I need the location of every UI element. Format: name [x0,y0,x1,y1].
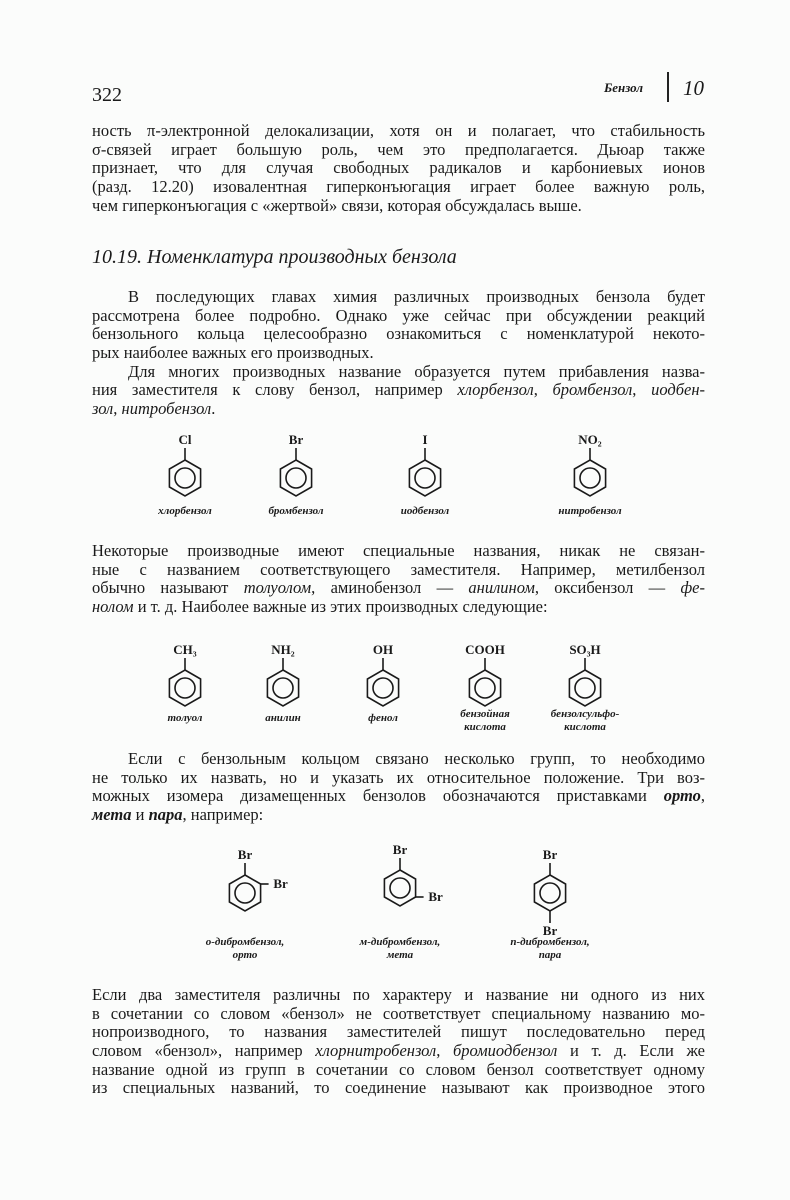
emphasized-text: бромбензол [552,380,633,400]
aromatic-circle [273,678,293,698]
hexagon-ring [169,670,200,706]
paragraph-block [92,288,705,419]
text-segment: , [113,399,122,419]
caption-line: бензолсульфо- [550,708,620,720]
benzene-ring-icon [510,853,590,933]
emphasized-text: зол [92,399,114,419]
benzene-ring-icon [205,853,288,933]
emphasized-text: хлорнитробензол [315,1041,437,1061]
paragraph-block [92,542,705,617]
aromatic-circle [415,468,435,488]
substituent-label: NO₂ [578,432,602,447]
text-line [92,325,705,344]
caption-line: мета [386,949,414,961]
text-line [92,1042,705,1061]
substituent-label: Br [542,847,558,862]
substituent-label: Br [542,923,558,938]
text-segment: , аминобензол — [311,578,469,598]
text-line [92,806,705,825]
molecule-caption [268,505,323,518]
text-line [92,579,705,598]
caption-line: пара [538,949,562,961]
caption-line: бензойная [460,708,510,720]
text-segment: σ-связей играет большую роль, чем это предполагается. Дьюар также [92,139,705,159]
substituent-label: I [422,432,428,447]
text-segment: (разд. 12.20) изовалентная гиперконъюгация играет более важную роль, [92,177,705,197]
text-line [92,598,705,617]
text-line [92,1023,705,1042]
text-line [92,787,705,806]
hexagon-ring [169,460,200,496]
text-line [92,1079,705,1098]
text-segment: не только их назвать, но и указать их относительное положение. Три воз- [92,767,705,787]
emphasized-text: мета [92,805,132,825]
hexagon-ring [384,870,415,906]
aromatic-circle [575,678,595,698]
substituent-label: NH₂ [271,642,295,657]
text-segment: , [436,1041,453,1061]
hexagon-ring [229,875,260,911]
text-segment: признает, что для случая свободных радикалов и карбониевых ионов [92,158,705,178]
text-line [92,363,705,382]
aromatic-circle [373,678,393,698]
caption-line: кислота [464,721,506,733]
text-segment: Если два заместителя различны по характеру и название ни одного из них [92,985,705,1004]
text-line [92,197,705,216]
substituent-label: COOH [465,642,505,657]
text-line [92,307,705,326]
text-segment: . [211,399,216,419]
text-segment: , например [356,380,458,400]
text-segment: , например: [182,805,264,825]
paragraph-block [92,750,705,825]
text-line [92,542,705,561]
hexagon-ring [569,670,600,706]
caption-line: иодбензол [400,505,450,517]
caption-line: хлорбензол [158,505,212,517]
text-line [92,344,705,363]
substituent-label: Cl [178,432,192,447]
text-segment: и [131,805,149,825]
text-segment: Для многих производных название образуется путем прибавления назва- [128,361,705,381]
molecule-caption [551,708,620,734]
caption-line: о-дибромбензол, [205,936,285,948]
text-segment: ные с названием соответствующего заместителя. Например, метилбензол [92,559,705,579]
caption-line: п-дибромбензол, [510,936,590,948]
hexagon-ring [280,460,311,496]
text-segment: рассмотрена более подробно. Однако уже сейчас при обсуждении реакций [92,305,705,325]
text-segment: из специальных названий, то соединение называют как производное этого [92,1078,705,1098]
aromatic-circle [175,468,195,488]
caption-line: толуол [167,712,203,724]
chapter-number: 10 [683,76,704,100]
aromatic-circle [286,468,306,488]
hexagon-ring [469,670,500,706]
molecule-caption [460,708,510,734]
text-segment: В последующих главах химия различных производных бензола будет [128,287,705,306]
molecule-caption [168,712,203,725]
text-segment: Если с бензольным кольцом связано несколько групп, то необходимо [128,749,705,768]
text-segment: ния заместителя к слову [92,380,310,400]
paragraph-block [92,122,705,215]
text-segment: бензол [309,380,357,400]
substituent-label: OH [372,642,394,657]
text-segment: можных изомера дизамещенных бензолов обозначаются приставками [92,786,664,806]
emphasized-text: толуолом [243,578,312,598]
text-segment: рых наиболее важных его производных. [92,343,374,363]
hexagon-ring [574,460,605,496]
caption-line: анилин [265,712,301,724]
text-line [92,141,705,160]
text-line [92,381,705,400]
caption-line: фенол [368,712,398,724]
molecule-caption [558,505,621,518]
substituent-label: SO₃H [569,642,601,657]
text-segment: бензольного кольца целесообразно ознакомиться с номенклатурой некото- [92,324,705,344]
caption-line: бромбензол [268,505,324,517]
molecule-caption [158,505,212,518]
text-line [92,122,705,141]
molecule-caption [206,936,285,962]
caption-line: орто [232,949,258,961]
running-title: Бензол [604,80,643,95]
text-line [92,400,705,419]
hexagon-ring [534,875,565,911]
text-line [92,288,705,307]
aromatic-circle [475,678,495,698]
substituent-label: Br [273,876,288,891]
substituent-label: Br [392,842,408,857]
aromatic-circle [235,883,255,903]
emphasized-text: пара [148,805,183,825]
aromatic-circle [175,678,195,698]
header-divider [667,72,669,102]
emphasized-text: нолом [92,597,134,617]
emphasized-text: нитробензол [121,399,212,419]
molecule-caption [265,712,301,725]
text-segment: словом «бензол», например [92,1041,316,1061]
text-segment: Некоторые производные имеют специальные названия, никак не связан- [92,541,705,560]
text-segment: чем гиперконъюгация с «жертвой» связи, которая обсуждалась выше. [92,195,582,215]
emphasized-text: бромиодбензол [452,1041,558,1061]
text-segment: название одной из групп в сочетании со словом бензол соответствует одному [92,1059,705,1079]
benzene-ring-icon [360,848,443,928]
text-segment: обычно называют [92,578,244,598]
text-line [92,1005,705,1024]
emphasized-text: орто [663,786,701,806]
text-line [92,159,705,178]
text-segment: , оксибензол — [534,578,681,598]
caption-line: м-дибромбензол, [359,936,441,948]
aromatic-circle [540,883,560,903]
substituent-label: Br [428,889,443,904]
text-segment: ность π-электронной делокализации, хотя он и полагает, что стабильность [92,121,705,140]
text-segment: , [533,380,553,400]
hexagon-ring [409,460,440,496]
emphasized-text: анилином [468,578,535,598]
emphasized-text: иодбен- [651,380,706,400]
hexagon-ring [367,670,398,706]
text-segment: , [700,786,705,806]
molecule-caption [360,936,441,962]
aromatic-circle [580,468,600,488]
paragraph-block [92,986,705,1098]
text-segment: , [632,380,652,400]
text-line [92,1061,705,1080]
substituent-label: Br [237,847,253,862]
text-segment: в сочетании со словом «бензол» не соответствует специальному названию мо- [92,1003,705,1023]
section-heading: 10.19. Номенклатура производных бензола [92,246,457,268]
molecule-caption [368,712,398,725]
emphasized-text: хлорбензол [457,380,534,400]
text-line [92,769,705,788]
aromatic-circle [390,878,410,898]
hexagon-ring [267,670,298,706]
substituent-label: CH₃ [173,642,197,657]
text-line [92,178,705,197]
text-line [92,750,705,769]
page-number: 322 [92,84,122,106]
emphasized-text: фе- [680,578,705,598]
molecule-caption [510,936,589,962]
text-segment: и т. д. Наиболее важные из этих производных следующие: [133,597,548,617]
substituent-label: Br [288,432,304,447]
molecule-caption [401,505,449,518]
text-line [92,561,705,580]
caption-line: кислота [564,721,606,733]
text-line [92,986,705,1005]
text-segment: и т. д. Если же [557,1041,705,1061]
text-segment: нопроизводного, то названия заместителей пишут последовательно перед [92,1022,705,1042]
caption-line: нитробензол [558,505,622,517]
